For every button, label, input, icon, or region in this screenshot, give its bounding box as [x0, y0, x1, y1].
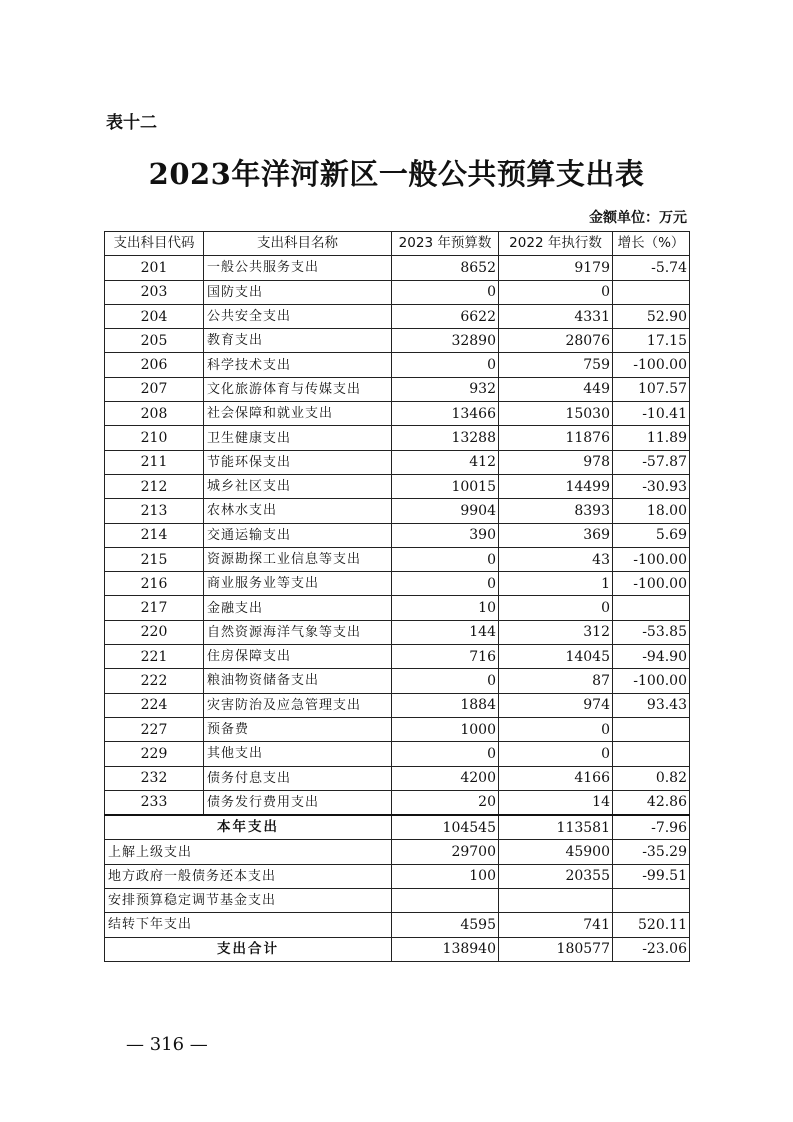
row-executed-2022: 312	[499, 620, 613, 644]
row-executed-2022: 28076	[499, 329, 613, 353]
table-row	[105, 693, 690, 717]
row-budget-2023: 0	[392, 572, 499, 596]
row-executed-2022: 4166	[499, 766, 613, 790]
row-budget-2023: 0	[392, 669, 499, 693]
other-row-executed-2022: 20355	[499, 864, 613, 888]
row-budget-2023: 412	[392, 450, 499, 474]
row-growth: 18.00	[613, 499, 690, 523]
other-row	[105, 889, 690, 913]
other-row-growth: 520.11	[613, 913, 690, 937]
other-row-growth: -99.51	[613, 864, 690, 888]
row-executed-2022: 0	[499, 717, 613, 741]
row-name: 节能环保支出	[204, 450, 392, 474]
column-header-executed-2022: 2022 年执行数	[499, 232, 613, 256]
other-rows	[105, 840, 690, 937]
other-row-budget-2023	[392, 889, 499, 913]
row-growth: -100.00	[613, 669, 690, 693]
row-executed-2022: 0	[499, 280, 613, 304]
other-row-name: 安排预算稳定调节基金支出	[105, 889, 392, 913]
row-budget-2023: 932	[392, 377, 499, 401]
other-row-budget-2023: 100	[392, 864, 499, 888]
row-code: 210	[105, 426, 204, 450]
row-growth: 17.15	[613, 329, 690, 353]
row-executed-2022: 14499	[499, 474, 613, 498]
table-row	[105, 256, 690, 280]
row-code: 215	[105, 547, 204, 571]
row-name: 文化旅游体育与传媒支出	[204, 377, 392, 401]
row-budget-2023: 6622	[392, 304, 499, 328]
row-code: 217	[105, 596, 204, 620]
row-code: 229	[105, 742, 204, 766]
row-name: 灾害防治及应急管理支出	[204, 693, 392, 717]
other-row-name: 地方政府一般债务还本支出	[105, 864, 392, 888]
table-row	[105, 645, 690, 669]
row-budget-2023: 4200	[392, 766, 499, 790]
row-executed-2022: 1	[499, 572, 613, 596]
row-name: 社会保障和就业支出	[204, 402, 392, 426]
row-growth: 0.82	[613, 766, 690, 790]
row-code: 204	[105, 304, 204, 328]
row-executed-2022: 0	[499, 596, 613, 620]
other-row-growth: -35.29	[613, 840, 690, 864]
page-number: — 316 —	[126, 1034, 208, 1055]
row-code: 227	[105, 717, 204, 741]
other-row-name: 结转下年支出	[105, 913, 392, 937]
row-growth: -100.00	[613, 572, 690, 596]
table-label: 表十二	[106, 113, 157, 133]
other-row-name: 上解上级支出	[105, 840, 392, 864]
row-growth	[613, 717, 690, 741]
row-name: 教育支出	[204, 329, 392, 353]
subtotal-row	[105, 815, 690, 840]
row-budget-2023: 144	[392, 620, 499, 644]
column-header-budget-2023: 2023 年预算数	[392, 232, 499, 256]
other-row-executed-2022: 741	[499, 913, 613, 937]
row-budget-2023: 13466	[392, 402, 499, 426]
row-growth: 107.57	[613, 377, 690, 401]
row-executed-2022: 8393	[499, 499, 613, 523]
table-row	[105, 766, 690, 790]
row-code: 208	[105, 402, 204, 426]
other-row	[105, 840, 690, 864]
table-row	[105, 547, 690, 571]
table-row	[105, 669, 690, 693]
row-growth: -57.87	[613, 450, 690, 474]
other-row-executed-2022: 45900	[499, 840, 613, 864]
row-executed-2022: 974	[499, 693, 613, 717]
row-growth: -30.93	[613, 474, 690, 498]
table-row	[105, 523, 690, 547]
table-row	[105, 329, 690, 353]
unit-label: 金额单位：万元	[589, 210, 687, 226]
row-growth: -53.85	[613, 620, 690, 644]
row-growth: -94.90	[613, 645, 690, 669]
row-executed-2022: 43	[499, 547, 613, 571]
row-name: 公共安全支出	[204, 304, 392, 328]
row-growth: 52.90	[613, 304, 690, 328]
row-executed-2022: 0	[499, 742, 613, 766]
row-growth	[613, 742, 690, 766]
table-row	[105, 572, 690, 596]
row-code: 211	[105, 450, 204, 474]
table-row	[105, 304, 690, 328]
row-name: 国防支出	[204, 280, 392, 304]
other-row-budget-2023: 29700	[392, 840, 499, 864]
table-row	[105, 280, 690, 304]
subtotal-label: 本年支出	[105, 815, 392, 840]
row-growth	[613, 280, 690, 304]
row-executed-2022: 11876	[499, 426, 613, 450]
row-budget-2023: 716	[392, 645, 499, 669]
row-name: 债务付息支出	[204, 766, 392, 790]
row-name: 自然资源海洋气象等支出	[204, 620, 392, 644]
row-name: 住房保障支出	[204, 645, 392, 669]
row-growth	[613, 596, 690, 620]
row-growth: 11.89	[613, 426, 690, 450]
row-code: 232	[105, 766, 204, 790]
row-growth: -10.41	[613, 402, 690, 426]
row-growth: -100.00	[613, 547, 690, 571]
table-row	[105, 717, 690, 741]
other-row	[105, 864, 690, 888]
row-name: 一般公共服务支出	[204, 256, 392, 280]
row-budget-2023: 1000	[392, 717, 499, 741]
row-name: 债务发行费用支出	[204, 790, 392, 815]
table-row	[105, 596, 690, 620]
row-name: 卫生健康支出	[204, 426, 392, 450]
row-executed-2022: 369	[499, 523, 613, 547]
row-code: 212	[105, 474, 204, 498]
row-name: 科学技术支出	[204, 353, 392, 377]
row-budget-2023: 8652	[392, 256, 499, 280]
document-title: 2023年洋河新区一般公共预算支出表	[148, 157, 645, 191]
row-code: 224	[105, 693, 204, 717]
total-executed-2022: 180577	[499, 937, 613, 961]
row-budget-2023: 0	[392, 742, 499, 766]
row-code: 216	[105, 572, 204, 596]
table-row	[105, 790, 690, 815]
total-budget-2023: 138940	[392, 937, 499, 961]
row-executed-2022: 449	[499, 377, 613, 401]
row-growth: 5.69	[613, 523, 690, 547]
table-row	[105, 620, 690, 644]
row-executed-2022: 87	[499, 669, 613, 693]
row-code: 205	[105, 329, 204, 353]
row-growth: -5.74	[613, 256, 690, 280]
row-budget-2023: 13288	[392, 426, 499, 450]
row-code: 203	[105, 280, 204, 304]
table-row	[105, 474, 690, 498]
row-name: 金融支出	[204, 596, 392, 620]
row-code: 201	[105, 256, 204, 280]
row-executed-2022: 14045	[499, 645, 613, 669]
row-budget-2023: 1884	[392, 693, 499, 717]
row-code: 222	[105, 669, 204, 693]
subtotal-budget-2023: 104545	[392, 815, 499, 840]
table-row	[105, 402, 690, 426]
row-code: 233	[105, 790, 204, 815]
column-header-growth: 增长（%）	[613, 232, 690, 256]
row-executed-2022: 14	[499, 790, 613, 815]
row-name: 预备费	[204, 717, 392, 741]
row-code: 220	[105, 620, 204, 644]
row-budget-2023: 0	[392, 353, 499, 377]
row-budget-2023: 390	[392, 523, 499, 547]
column-header-code: 支出科目代码	[105, 232, 204, 256]
row-name: 交通运输支出	[204, 523, 392, 547]
row-code: 206	[105, 353, 204, 377]
row-budget-2023: 0	[392, 547, 499, 571]
row-executed-2022: 15030	[499, 402, 613, 426]
row-budget-2023: 20	[392, 790, 499, 815]
table-row	[105, 426, 690, 450]
row-name: 其他支出	[204, 742, 392, 766]
total-growth: -23.06	[613, 937, 690, 961]
table-header-row	[105, 232, 690, 256]
row-code: 213	[105, 499, 204, 523]
other-row	[105, 913, 690, 937]
row-executed-2022: 759	[499, 353, 613, 377]
row-code: 214	[105, 523, 204, 547]
expenditure-table	[104, 231, 690, 962]
table-row	[105, 353, 690, 377]
row-growth: 42.86	[613, 790, 690, 815]
subtotal-growth: -7.96	[613, 815, 690, 840]
table-row	[105, 377, 690, 401]
total-row	[105, 937, 690, 961]
row-executed-2022: 9179	[499, 256, 613, 280]
row-budget-2023: 32890	[392, 329, 499, 353]
row-budget-2023: 10	[392, 596, 499, 620]
row-executed-2022: 978	[499, 450, 613, 474]
other-row-budget-2023: 4595	[392, 913, 499, 937]
row-growth: 93.43	[613, 693, 690, 717]
other-row-executed-2022	[499, 889, 613, 913]
row-code: 207	[105, 377, 204, 401]
row-name: 农林水支出	[204, 499, 392, 523]
table-row	[105, 450, 690, 474]
row-budget-2023: 9904	[392, 499, 499, 523]
table-row	[105, 742, 690, 766]
row-name: 商业服务业等支出	[204, 572, 392, 596]
other-row-growth	[613, 889, 690, 913]
row-name: 粮油物资储备支出	[204, 669, 392, 693]
table-row	[105, 499, 690, 523]
row-name: 资源勘探工业信息等支出	[204, 547, 392, 571]
row-executed-2022: 4331	[499, 304, 613, 328]
row-growth: -100.00	[613, 353, 690, 377]
total-label: 支出合计	[105, 937, 392, 961]
row-budget-2023: 0	[392, 280, 499, 304]
subtotal-executed-2022: 113581	[499, 815, 613, 840]
column-header-name: 支出科目名称	[204, 232, 392, 256]
row-code: 221	[105, 645, 204, 669]
table-body	[105, 256, 690, 815]
row-budget-2023: 10015	[392, 474, 499, 498]
row-name: 城乡社区支出	[204, 474, 392, 498]
